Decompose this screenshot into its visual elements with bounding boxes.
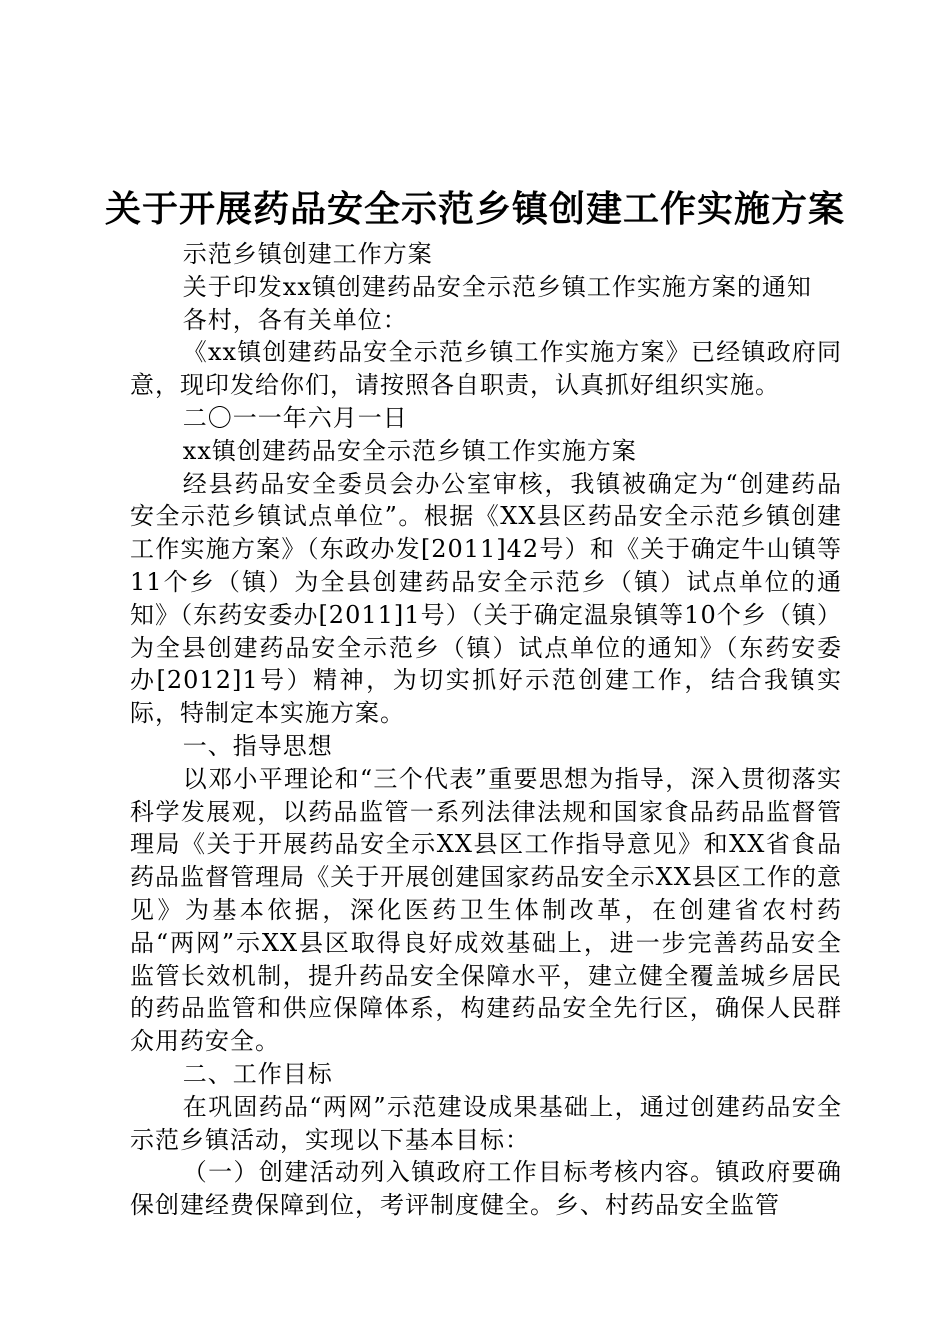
document-title: 关于开展药品安全示范乡镇创建工作实施方案 — [104, 189, 845, 230]
paragraph: 以邓小平理论和“三个代表”重要思想为指导，深入贯彻落实科学发展观，以药品监管一系列法律法规和国家食品药品监督管理局《关于开展药品安全示XX县区工作指导意见》和XX省食品药品监督管理局《关于开展创建国家药品安全示XX县区工作的意见》为基本依据，深化医药卫生体制改革，在创建省农村药品“两网”示XX县区取得良好成效基础上，进一步完善药品安全监管长效机制，提升药品安全保障水平，建立健全覆盖城乡居民的药品监管和供应保障体系，构建药品安全先行区，确保人民群众用药安全。 — [130, 764, 842, 1056]
paragraph: 《xx镇创建药品安全示范乡镇工作实施方案》已经镇政府同意，现印发给你们，请按照各自职责，认真抓好组织实施。 — [130, 338, 842, 400]
paragraph: xx镇创建药品安全示范乡镇工作实施方案 — [182, 436, 637, 465]
section-heading: 二、工作目标 — [182, 1059, 333, 1088]
paragraph: 经县药品安全委员会办公室审核，我镇被确定为“创建药品安全示范乡镇试点单位”。根据《XX县区药品安全示范乡镇创建工作实施方案》（东政办发[2011]42号）和《关于确定牛山镇等11个乡（镇）为全县创建药品安全示范乡（镇）试点单位的通知》（东药安委办[2011]1号）（关于确定温泉镇等10个乡（镇）为全县创建药品安全示范乡（镇）试点单位的通知》（东药安委办[2012]1号）精神，为切实抓好示范创建工作，结合我镇实际，特制定本实施方案。 — [130, 469, 842, 728]
paragraph: 关于印发xx镇创建药品安全示范乡镇工作实施方案的通知 — [182, 272, 812, 301]
paragraph: 各村，各有关单位： — [182, 305, 408, 334]
section-heading: 一、指导思想 — [182, 731, 333, 760]
document-body — [130, 238, 842, 1222]
paragraph: （一）创建活动列入镇政府工作目标考核内容。镇政府要确保创建经费保障到位，考评制度健全。乡、村药品安全监管 — [130, 1158, 842, 1220]
paragraph: 二〇一一年六月一日 — [182, 403, 408, 432]
paragraph: 在巩固药品“两网”示范建设成果基础上，通过创建药品安全示范乡镇活动，实现以下基本目标： — [130, 1092, 842, 1154]
paragraph: 示范乡镇创建工作方案 — [182, 240, 433, 268]
